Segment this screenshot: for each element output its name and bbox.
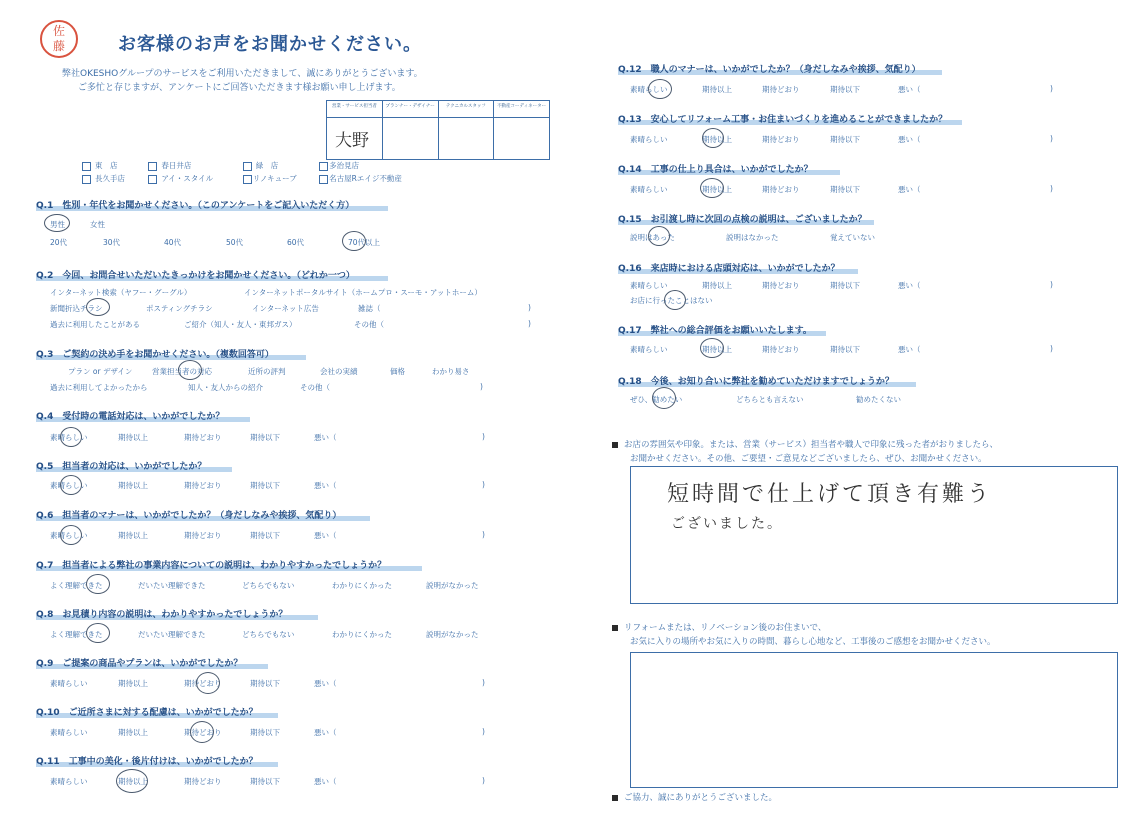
q17-option-6: ) xyxy=(1050,344,1053,353)
staff-table xyxy=(326,100,550,160)
q16-never-visited[interactable]: お店に行ったことはない xyxy=(630,296,713,305)
q1-male[interactable]: 男性 xyxy=(50,220,65,229)
q4-option-5[interactable]: 悪い（ xyxy=(314,433,337,442)
q13-option-5[interactable]: 悪い（ xyxy=(898,135,921,144)
q1-50s[interactable]: 50代 xyxy=(226,238,244,247)
q18-answer-circle xyxy=(652,387,676,409)
q7-option-4[interactable]: わかりにくかった xyxy=(332,581,392,590)
q12-option-3[interactable]: 期待どおり xyxy=(762,85,800,94)
q2-magazine[interactable]: 雑誌（ xyxy=(358,304,381,313)
q12-option-4[interactable]: 期待以下 xyxy=(830,85,860,94)
q14-option-5[interactable]: 悪い（ xyxy=(898,185,921,194)
comment1-textarea[interactable] xyxy=(630,466,1118,604)
q9-option-1[interactable]: 素晴らしい xyxy=(50,679,88,688)
q9-answer-circle xyxy=(196,672,220,694)
q11-option-3[interactable]: 期待どおり xyxy=(184,777,222,786)
q2-referral[interactable]: ご紹介（知人・友人・東邦ガス） xyxy=(184,320,297,329)
q5-option-4[interactable]: 期待以下 xyxy=(250,481,280,490)
q18-definitely[interactable]: ぜひ、勧めたい xyxy=(630,395,683,404)
q2-past-use[interactable]: 過去に利用したことがある xyxy=(50,320,140,329)
comment1-handwriting-2: ございました。 xyxy=(671,516,783,532)
q13-option-6: ) xyxy=(1050,134,1053,143)
seal-text: 佐藤 xyxy=(52,24,65,53)
staff-col-sales: 営業・サービス担当者 xyxy=(327,101,383,117)
q5-option-2[interactable]: 期待以上 xyxy=(118,481,148,490)
store-checkbox-tajimi[interactable]: 多治見店 xyxy=(319,160,359,171)
q8-title: Q.8 お見積り内容の説明は、わかりやすかったでしょうか？ xyxy=(36,610,288,620)
q14-option-1[interactable]: 素晴らしい xyxy=(630,185,668,194)
q10-option-5[interactable]: 悪い（ xyxy=(314,728,337,737)
staff-col-realestate: 不動産コーディネーター xyxy=(497,104,547,109)
comment1-prompt-line2: お聞かせください。その他、ご要望・ご意見などございましたら、ぜひ、お聞かせください。 xyxy=(630,454,987,464)
q14-option-4[interactable]: 期待以下 xyxy=(830,185,860,194)
q15-not-explained[interactable]: 説明はなかった xyxy=(726,233,779,242)
q17-option-3[interactable]: 期待どおり xyxy=(762,345,800,354)
q12-option-5[interactable]: 悪い（ xyxy=(898,85,921,94)
q3-price[interactable]: 価格 xyxy=(390,367,405,376)
q14-option-2[interactable]: 期待以上 xyxy=(702,185,732,194)
q10-title: Q.10 ご近所さまに対する配慮は、いかがでしたか？ xyxy=(36,708,258,718)
q2-title: Q.2 今回、お問合せいただいたきっかけをお聞かせください。（どれか一つ） xyxy=(36,271,355,281)
q2-newspaper[interactable]: 新聞折込チラシ xyxy=(50,304,103,313)
comment1-handwriting-1: 短時間で仕上げて頂き有難う xyxy=(667,482,993,507)
q11-answer-circle xyxy=(116,769,148,793)
q7-option-3[interactable]: どちらでもない xyxy=(242,581,295,590)
q6-option-3[interactable]: 期待どおり xyxy=(184,531,222,540)
q10-option-6: ) xyxy=(482,727,485,736)
q16-option-6: ) xyxy=(1050,280,1053,289)
intro-line-2: ご多忙と存じますが、アンケートにご回答いただきます様お願い申し上げます。 xyxy=(78,83,401,93)
q7-option-5[interactable]: 説明がなかった xyxy=(426,581,479,590)
q13-answer-circle xyxy=(702,128,724,148)
q14-title: Q.14 工事の仕上り具合は、いかがでしたか？ xyxy=(618,165,813,175)
q6-option-4[interactable]: 期待以下 xyxy=(250,531,280,540)
q2-search[interactable]: インターネット検索（ヤフー・グーグル） xyxy=(50,288,192,297)
q15-answer-circle xyxy=(648,226,670,246)
q4-title: Q.4 受付時の電話対応は、いかがでしたか？ xyxy=(36,412,225,422)
comment2-textarea[interactable] xyxy=(630,652,1118,788)
q15-title: Q.15 お引渡し時に次回の点検の説明は、ございましたか？ xyxy=(618,215,867,225)
q14-answer-circle xyxy=(700,178,724,198)
q9-option-5[interactable]: 悪い（ xyxy=(314,679,337,688)
seal-stamp xyxy=(40,20,78,58)
q16-option-2[interactable]: 期待以上 xyxy=(702,281,732,290)
q6-option-1[interactable]: 素晴らしい xyxy=(50,531,88,540)
q7-option-1[interactable]: よく理解できた xyxy=(50,581,103,590)
q4-option-1[interactable]: 素晴らしい xyxy=(50,433,88,442)
q9-option-4[interactable]: 期待以下 xyxy=(250,679,280,688)
q17-option-2[interactable]: 期待以上 xyxy=(702,345,732,354)
staff-realestate-cell[interactable] xyxy=(494,118,549,159)
q2-other[interactable]: その他（ xyxy=(354,320,384,329)
q8-answer-circle xyxy=(86,623,110,643)
q17-option-4[interactable]: 期待以下 xyxy=(830,345,860,354)
q5-option-1[interactable]: 素晴らしい xyxy=(50,481,88,490)
comment2-prompt-line2: お気に入りの場所やお気に入りの時間、暮らし心地など、工事後のご感想をお聞かせください。 xyxy=(630,637,996,647)
q16-title: Q.16 来店時における店頭対応は、いかがでしたか？ xyxy=(618,264,840,274)
q5-option-6: ) xyxy=(482,480,485,489)
q6-answer-circle xyxy=(60,525,82,545)
q9-title: Q.9 ご提案の商品やプランは、いかがでしたか？ xyxy=(36,659,243,669)
q2-web-ad[interactable]: インターネット広告 xyxy=(252,304,319,313)
q5-option-5[interactable]: 悪い（ xyxy=(314,481,337,490)
q5-title: Q.5 担当者の対応は、いかがでしたか？ xyxy=(36,462,207,472)
q7-option-2[interactable]: だいたい理解できた xyxy=(138,581,206,590)
q8-option-2[interactable]: だいたい理解できた xyxy=(138,630,206,639)
q15-explained[interactable]: 説明はあった xyxy=(630,233,675,242)
q3-answer-circle xyxy=(178,360,202,380)
q10-option-1[interactable]: 素晴らしい xyxy=(50,728,88,737)
q9-option-3[interactable]: 期待どおり xyxy=(184,679,222,688)
q14-option-3[interactable]: 期待どおり xyxy=(762,185,800,194)
staff-col-technical: テクニカルスタッフ xyxy=(439,101,495,117)
q11-option-1[interactable]: 素晴らしい xyxy=(50,777,88,786)
q16-option-5[interactable]: 悪い（ xyxy=(898,281,921,290)
q10-option-3[interactable]: 期待どおり xyxy=(184,728,222,737)
q17-title: Q.17 弊社への総合評価をお願いいたします。 xyxy=(618,326,812,336)
q15-dont-remember[interactable]: 覚えていない xyxy=(830,233,875,242)
q14-option-6: ) xyxy=(1050,184,1053,193)
q6-title: Q.6 担当者のマナーは、いかがでしたか？（身だしなみや挨拶、気配り） xyxy=(36,511,342,521)
staff-sales-cell[interactable] xyxy=(327,118,383,159)
q1-70s[interactable]: 70代以上 xyxy=(348,238,381,247)
q13-option-2[interactable]: 期待以上 xyxy=(702,135,732,144)
q2-magazine-close: ) xyxy=(528,303,531,312)
q5-option-3[interactable]: 期待どおり xyxy=(184,481,222,490)
comment1-prompt-line1: お店の雰囲気や印象。または、営業（サービス）担当者や職人で印象に残った者がおりましたら、 xyxy=(612,438,998,450)
q4-option-2[interactable]: 期待以上 xyxy=(118,433,148,442)
q4-option-3[interactable]: 期待どおり xyxy=(184,433,222,442)
q10-answer-circle xyxy=(190,721,214,743)
q11-title: Q.11 工事中の美化・後片付けは、いかがでしたか？ xyxy=(36,757,258,767)
q2-answer-circle xyxy=(86,298,110,316)
q1-female[interactable]: 女性 xyxy=(90,220,105,229)
q1-answer-circle-70s xyxy=(342,231,366,251)
thanks-text: ご協力、誠にありがとうございました。 xyxy=(612,791,777,803)
store-checkbox-east[interactable]: 東 店 xyxy=(82,160,146,171)
q17-option-1[interactable]: 素晴らしい xyxy=(630,345,668,354)
q12-option-1[interactable]: 素晴らしい xyxy=(630,85,668,94)
q16-option-4[interactable]: 期待以下 xyxy=(830,281,860,290)
q1-title: Q.1 性別・年代をお聞かせください。（このアンケートをご記入いただく方） xyxy=(36,201,355,211)
q2-posting[interactable]: ポスティングチラシ xyxy=(146,304,213,313)
q3-reputation[interactable]: 近所の評判 xyxy=(248,367,286,376)
q3-friend-referral[interactable]: 知人・友人からの紹介 xyxy=(188,383,263,392)
q11-option-4[interactable]: 期待以下 xyxy=(250,777,280,786)
q18-not-recommend[interactable]: 勧めたくない xyxy=(856,395,901,404)
q4-option-4[interactable]: 期待以下 xyxy=(250,433,280,442)
q12-option-2[interactable]: 期待以上 xyxy=(702,85,732,94)
q1-answer-circle-male xyxy=(44,214,70,232)
staff-planner-cell[interactable] xyxy=(383,118,439,159)
q12-answer-circle xyxy=(648,79,672,99)
q12-title: Q.12 職人のマナーは、いかがでしたか？（身だしなみや挨拶、気配り） xyxy=(618,65,921,75)
staff-technical-cell[interactable] xyxy=(439,118,495,159)
q3-clarity[interactable]: わかり易さ xyxy=(432,367,470,376)
q13-title: Q.13 安心してリフォーム工事・お住まいづくりを進めることができましたか？ xyxy=(618,115,948,125)
staff-col-planner: プランナー・デザイナー xyxy=(383,101,439,117)
q4-option-6: ) xyxy=(482,432,485,441)
store-checkbox-renocube[interactable]: リノキューブ xyxy=(243,173,317,184)
store-checkbox-kasugai[interactable]: 春日井店 xyxy=(148,160,240,171)
q8-option-3[interactable]: どちらでもない xyxy=(242,630,295,639)
q5-answer-circle xyxy=(60,475,82,495)
q3-past-good[interactable]: 過去に利用してよかったから xyxy=(50,383,148,392)
q17-answer-circle xyxy=(700,338,724,358)
q7-answer-circle xyxy=(86,574,110,594)
q3-title: Q.3 ご契約の決め手をお聞かせください。（複数回答可） xyxy=(36,350,274,360)
q13-option-3[interactable]: 期待どおり xyxy=(762,135,800,144)
q18-neutral[interactable]: どちらとも言えない xyxy=(736,395,804,404)
q1-20s[interactable]: 20代 xyxy=(50,238,68,247)
q11-option-6: ) xyxy=(482,776,485,785)
q1-60s[interactable]: 60代 xyxy=(287,238,305,247)
q16-option-3[interactable]: 期待どおり xyxy=(762,281,800,290)
q6-option-2[interactable]: 期待以上 xyxy=(118,531,148,540)
intro-line-1: 弊社OKESHOグループのサービスをご利用いただきまして、誠にありがとうございます。 xyxy=(62,69,423,79)
comment2-prompt-line1: リフォームまたは、リノベーション後のお住まいで、 xyxy=(612,621,826,633)
q11-option-2[interactable]: 期待以上 xyxy=(118,777,148,786)
q8-option-5[interactable]: 説明がなかった xyxy=(426,630,479,639)
q16-answer-circle xyxy=(664,290,686,310)
q3-sales-rep[interactable]: 営業担当者の対応 xyxy=(152,367,212,376)
q7-title: Q.7 担当者による弊社の事業内容についての説明は、わかりやすかったでしょうか？ xyxy=(36,561,387,571)
store-checkbox-istyle[interactable]: アイ・スタイル xyxy=(148,173,240,184)
store-checkbox-nagakute[interactable]: 長久手店 xyxy=(82,173,146,184)
q16-option-1[interactable]: 素晴らしい xyxy=(630,281,668,290)
q4-answer-circle xyxy=(60,427,82,447)
q9-option-2[interactable]: 期待以上 xyxy=(118,679,148,688)
q8-option-1[interactable]: よく理解できた xyxy=(50,630,103,639)
q3-other-close: ) xyxy=(480,382,483,391)
q6-option-6: ) xyxy=(482,530,485,539)
q3-plan[interactable]: プラン or デザイン xyxy=(68,367,133,376)
staff-sales-handwriting: 大野 xyxy=(335,131,369,151)
q11-option-5[interactable]: 悪い（ xyxy=(314,777,337,786)
q3-other[interactable]: その他（ xyxy=(300,383,330,392)
q6-option-5[interactable]: 悪い（ xyxy=(314,531,337,540)
q18-title: Q.18 今後、お知り合いに弊社を勧めていただけますでしょうか？ xyxy=(618,377,894,387)
q3-record[interactable]: 会社の実績 xyxy=(320,367,358,376)
q17-option-5[interactable]: 悪い（ xyxy=(898,345,921,354)
q10-option-4[interactable]: 期待以下 xyxy=(250,728,280,737)
page-title: お客様のお声をお聞かせください。 xyxy=(118,34,422,55)
q8-option-4[interactable]: わかりにくかった xyxy=(332,630,392,639)
q1-40s[interactable]: 40代 xyxy=(164,238,182,247)
q13-option-4[interactable]: 期待以下 xyxy=(830,135,860,144)
store-checkbox-nagoya-rage[interactable]: 名古屋Rエイジ不動産 xyxy=(319,173,402,184)
q2-portal[interactable]: インターネットポータルサイト（ホームプロ・スーモ・アットホーム） xyxy=(244,288,482,297)
q12-option-6: ) xyxy=(1050,84,1053,93)
q1-30s[interactable]: 30代 xyxy=(103,238,121,247)
q9-option-6: ) xyxy=(482,678,485,687)
q2-other-close: ) xyxy=(528,319,531,328)
store-checkbox-midori[interactable]: 緑 店 xyxy=(243,160,317,171)
store-list xyxy=(82,160,402,186)
q13-option-1[interactable]: 素晴らしい xyxy=(630,135,668,144)
q10-option-2[interactable]: 期待以上 xyxy=(118,728,148,737)
